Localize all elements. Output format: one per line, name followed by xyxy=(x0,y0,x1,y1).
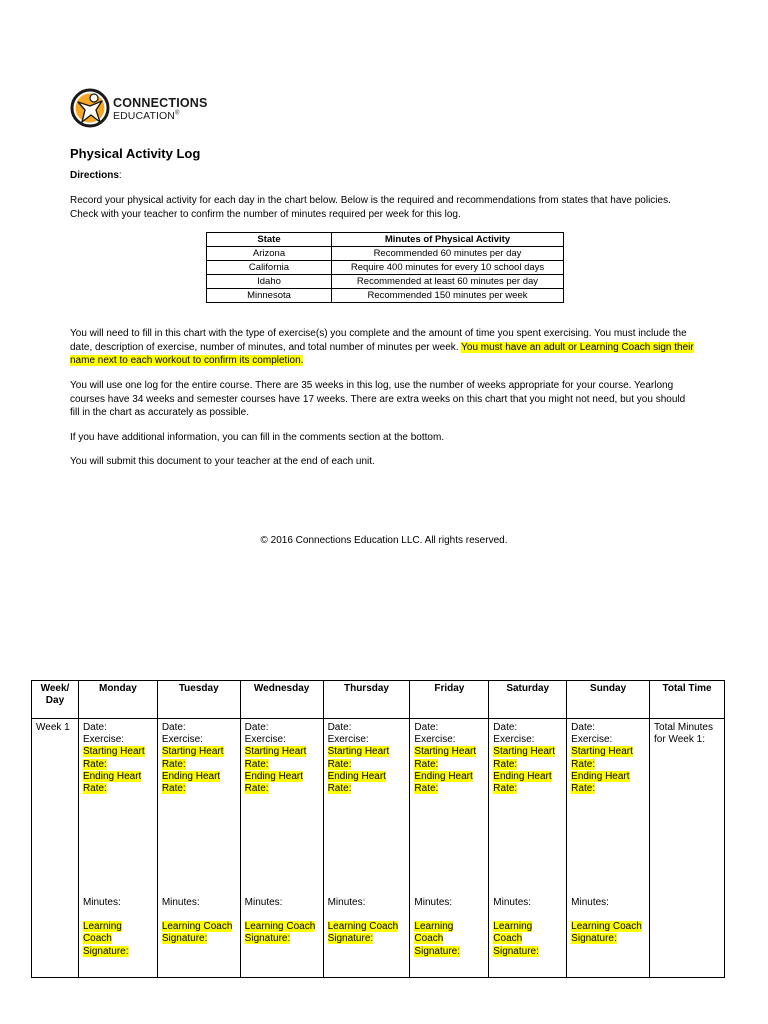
directions-paragraph: Record your physical activity for each day in the chart below. Below is the required and recommendations from states that have policies. Check with your teacher to confirm the number of minutes required per week for this log. xyxy=(70,195,671,220)
date-label: Date: xyxy=(82,722,107,733)
ending-heart-rate-label: Ending Heart Rate: xyxy=(82,770,142,795)
monday-entry-cell[interactable] xyxy=(78,719,157,978)
submit-paragraph: You will submit this document to your teacher at the end of each unit. xyxy=(70,456,375,467)
week-day-header: Week/ Day xyxy=(32,681,79,719)
date-label: Date: xyxy=(493,722,518,733)
friday-header: Friday xyxy=(410,681,489,719)
minutes-label: Minutes: xyxy=(414,897,453,908)
state-cell: Minnesota xyxy=(207,289,332,303)
minutes-cell: Recommended 60 minutes per day xyxy=(332,247,564,261)
instructions-paragraph: You will need to fill in this chart with the type of exercise(s) you complete and the amount of time you spent exercising. You must include the date, description of exercise, number of minutes, and total number of minutes per week. You must have an adult or Learning Coach sign their name next to each workout to confirm its completion. xyxy=(70,328,694,366)
starting-heart-rate-label: Starting Heart Rate: xyxy=(493,746,555,770)
learning-coach-signature-label: Learning Coach Signature: xyxy=(571,921,642,945)
comments-paragraph: If you have additional information, you can fill in the comments section at the bottom. xyxy=(70,432,445,443)
signature-requirement-highlight: You must have an adult or Learning Coach sign their name next to each workout to confirm its completion. xyxy=(70,341,694,366)
week-1-row xyxy=(32,719,725,978)
learning-coach-signature-label: Learning Coach Signature: xyxy=(244,921,316,945)
logo-text-line1: CONNECTIONS xyxy=(113,96,208,110)
table-row xyxy=(207,247,564,261)
ending-heart-rate-label: Ending Heart Rate: xyxy=(414,770,473,795)
saturday-entry-cell[interactable] xyxy=(489,719,567,978)
week-label: Week 1 xyxy=(32,719,79,978)
ending-heart-rate-label: Ending Heart Rate: xyxy=(161,770,221,795)
ending-heart-rate-label: Ending Heart Rate: xyxy=(571,770,630,795)
table-header-row xyxy=(207,233,564,247)
starting-heart-rate-label: Starting Heart Rate: xyxy=(571,746,633,770)
minutes-label: Minutes: xyxy=(244,897,283,908)
wednesday-header: Wednesday xyxy=(240,681,323,719)
copyright-notice: © 2016 Connections Education LLC. All rights reserved. xyxy=(260,535,508,546)
date-label: Date: xyxy=(414,722,439,733)
state-cell: California xyxy=(207,261,332,275)
sunday-entry-cell[interactable] xyxy=(567,719,650,978)
learning-coach-signature-label: Learning Coach Signature: xyxy=(414,921,461,957)
table-row xyxy=(207,261,564,275)
saturday-header: Saturday xyxy=(489,681,567,719)
minutes-label: Minutes: xyxy=(82,897,121,908)
ending-heart-rate-label: Ending Heart Rate: xyxy=(244,770,304,795)
date-label: Date: xyxy=(327,722,352,733)
total-minutes-cell[interactable] xyxy=(650,719,725,978)
total-time-header: Total Time xyxy=(650,681,725,719)
minutes-label: Minutes: xyxy=(493,897,532,908)
thursday-entry-cell[interactable] xyxy=(323,719,410,978)
minutes-cell: Require 400 minutes for every 10 school days xyxy=(332,261,564,275)
state-cell: Arizona xyxy=(207,247,332,261)
table-row xyxy=(207,289,564,303)
date-label: Date: xyxy=(571,722,596,733)
minutes-cell: Recommended 150 minutes per week xyxy=(332,289,564,303)
learning-coach-signature-label: Learning Coach Signature: xyxy=(327,921,399,945)
ending-heart-rate-label: Ending Heart Rate: xyxy=(493,770,552,795)
exercise-label: Exercise: xyxy=(244,734,286,746)
course-length-paragraph: You will use one log for the entire course. There are 35 weeks in this log, use the number of weeks appropriate for your course. Yearlong courses have 34 weeks and semester courses have 17 weeks. There are extra weeks on this chart that you might not need, but you should fill in the chart as accurately as possible. xyxy=(70,380,686,418)
date-label: Date: xyxy=(161,722,186,733)
logo-figure-icon xyxy=(70,88,110,128)
state-requirements-table xyxy=(206,232,564,303)
tuesday-header: Tuesday xyxy=(157,681,240,719)
state-column-header: State xyxy=(207,233,332,247)
exercise-label: Exercise: xyxy=(161,734,203,746)
minutes-label: Minutes: xyxy=(161,897,200,908)
starting-heart-rate-label: Starting Heart Rate: xyxy=(327,746,390,770)
state-cell: Idaho xyxy=(207,275,332,289)
sunday-header: Sunday xyxy=(567,681,650,719)
starting-heart-rate-label: Starting Heart Rate: xyxy=(414,746,477,770)
total-minutes-label: Total Minutes for Week 1: xyxy=(654,722,713,746)
activity-log-table xyxy=(31,680,725,978)
ending-heart-rate-label: Ending Heart Rate: xyxy=(327,770,386,795)
date-label: Date: xyxy=(244,722,269,733)
minutes-label: Minutes: xyxy=(571,897,609,908)
monday-header: Monday xyxy=(78,681,157,719)
thursday-header: Thursday xyxy=(323,681,410,719)
logo-text-line2: EDUCATION® xyxy=(113,110,180,122)
minutes-label: Minutes: xyxy=(327,897,366,908)
table-row xyxy=(207,275,564,289)
exercise-label: Exercise: xyxy=(82,734,125,746)
tuesday-entry-cell[interactable] xyxy=(157,719,240,978)
log-header-row xyxy=(32,681,725,719)
minutes-cell: Recommended at least 60 minutes per day xyxy=(332,275,564,289)
starting-heart-rate-label: Starting Heart Rate: xyxy=(82,746,145,770)
directions-heading: Directions: xyxy=(70,170,122,181)
exercise-label: Exercise: xyxy=(493,734,535,746)
learning-coach-signature-label: Learning Coach Signature: xyxy=(82,921,129,957)
learning-coach-signature-label: Learning Coach Signature: xyxy=(493,921,539,957)
page-title: Physical Activity Log xyxy=(70,146,201,161)
exercise-label: Exercise: xyxy=(571,734,613,746)
minutes-column-header: Minutes of Physical Activity xyxy=(332,233,564,247)
exercise-label: Exercise: xyxy=(327,734,369,746)
connections-education-logo xyxy=(70,88,220,132)
wednesday-entry-cell[interactable] xyxy=(240,719,323,978)
friday-entry-cell[interactable] xyxy=(410,719,489,978)
starting-heart-rate-label: Starting Heart Rate: xyxy=(161,746,224,770)
starting-heart-rate-label: Starting Heart Rate: xyxy=(244,746,307,770)
exercise-label: Exercise: xyxy=(414,734,456,746)
learning-coach-signature-label: Learning Coach Signature: xyxy=(161,921,233,945)
